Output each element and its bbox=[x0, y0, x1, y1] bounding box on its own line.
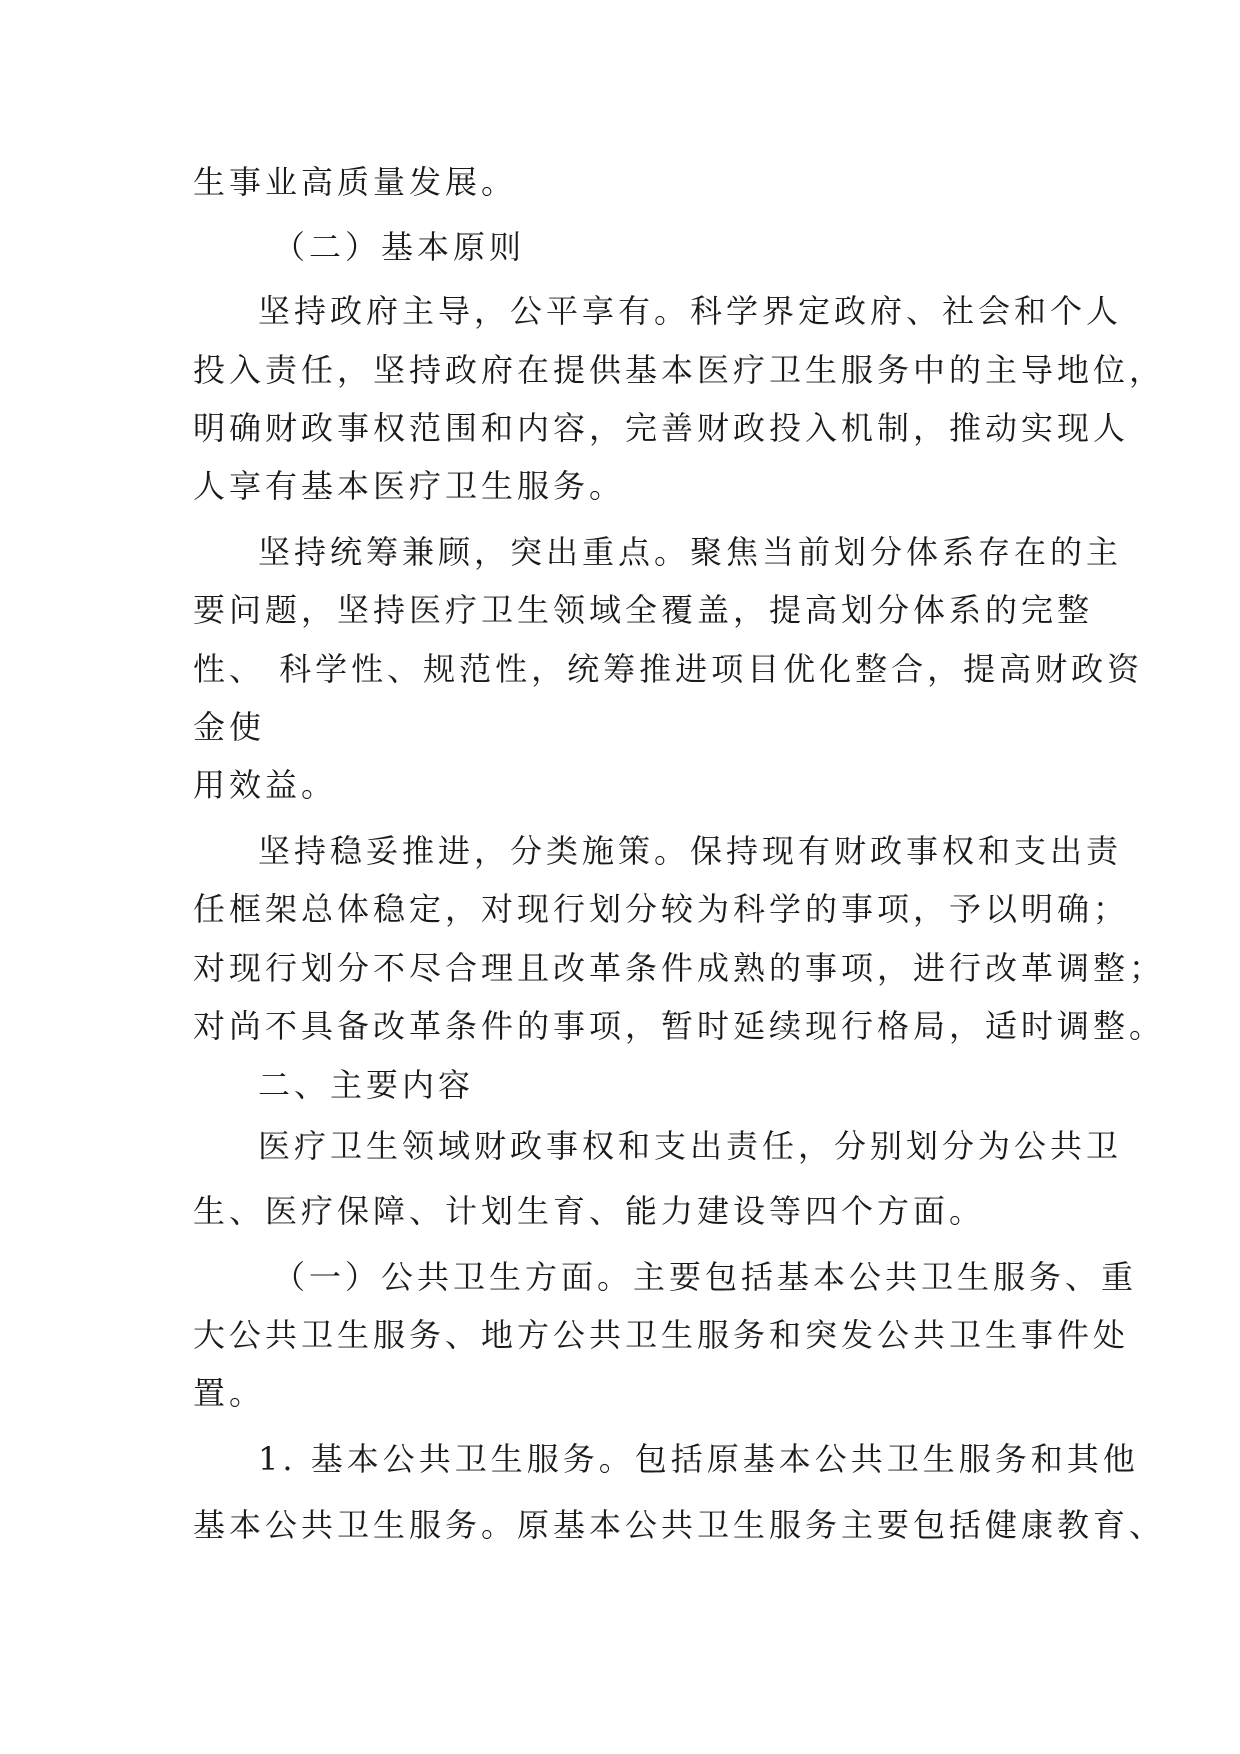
text-line-17: 医疗卫生领域财政事权和支出责任，分别划分为公共卫 bbox=[258, 1127, 1123, 1165]
text-line-23: 基本公共卫生服务。原基本公共卫生服务主要包括健康教育、 bbox=[193, 1506, 1166, 1544]
text-line-1: 生事业高质量发展。 bbox=[193, 163, 518, 201]
text-line-15: 对尚不具备改革条件的事项，暂时延续现行格局，适时调整。 bbox=[193, 1007, 1166, 1045]
text-line-5: 明确财政事权范围和内容，完善财政投入机制，推动实现人 bbox=[193, 409, 1130, 447]
text-line-8: 要问题，坚持医疗卫生领域全覆盖，提高划分体系的完整 bbox=[193, 591, 1094, 629]
text-line-20: 大公共卫生服务、地方公共卫生服务和突发公共卫生事件处 bbox=[193, 1316, 1130, 1354]
text-line-13: 任框架总体稳定，对现行划分较为科学的事项，予以明确； bbox=[193, 890, 1130, 928]
section-heading-basic-principles: （二）基本原则 bbox=[273, 228, 526, 266]
text-line-7: 坚持统筹兼顾，突出重点。聚焦当前划分体系存在的主 bbox=[258, 533, 1123, 571]
section-heading-main-content: 二、主要内容 bbox=[258, 1066, 475, 1104]
text-line-21: 置。 bbox=[193, 1374, 266, 1412]
text-line-12: 坚持稳妥推进，分类施策。保持现有财政事权和支出责 bbox=[258, 832, 1123, 870]
text-line-9: 性、 科学性、规范性，统筹推进项目优化整合，提高财政资 bbox=[193, 650, 1144, 688]
text-line-19: （一）公共卫生方面。主要包括基本公共卫生服务、重 bbox=[273, 1258, 1138, 1296]
text-line-22: 1. 基本公共卫生服务。包括原基本公共卫生服务和其他 bbox=[258, 1440, 1139, 1478]
text-line-4: 投入责任，坚持政府在提供基本医疗卫生服务中的主导地位， bbox=[193, 351, 1166, 389]
text-line-14: 对现行划分不尽合理且改革条件成熟的事项，进行改革调整； bbox=[193, 949, 1166, 987]
text-line-6: 人享有基本医疗卫生服务。 bbox=[193, 467, 626, 505]
text-line-3: 坚持政府主导，公平享有。科学界定政府、社会和个人 bbox=[258, 292, 1123, 330]
text-line-11: 用效益。 bbox=[193, 766, 338, 804]
text-line-18: 生、医疗保障、计划生育、能力建设等四个方面。 bbox=[193, 1192, 986, 1230]
text-line-10: 金使 bbox=[193, 708, 266, 746]
